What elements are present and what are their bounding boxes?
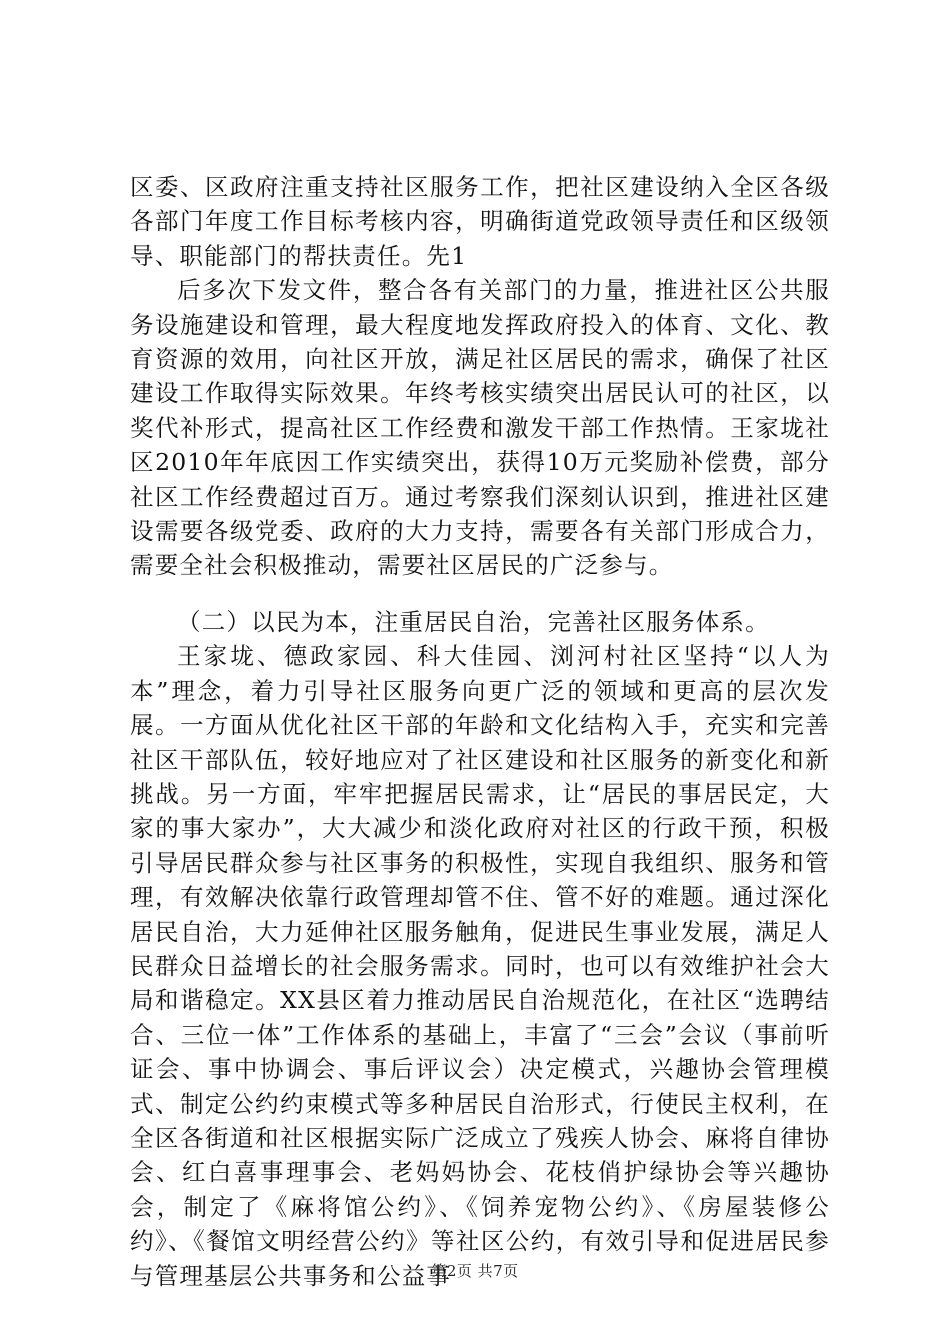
document-body xyxy=(130,170,830,1293)
paragraph-3: 王家垅、德政家园、科大佳园、浏河村社区坚持“以人为本”理念，着力引导社区服务向更广泛的领域和更高的层次发展。一方面从优化社区干部的年龄和文化结构入手，充实和完善社区干部队伍，较好地应对了社区建设和社区服务的新变化和新挑战。另一方面，牢牢把握居民需求，让“居民的事居民定，大家的事大家办”，大大减少和淡化政府对社区的行政干预，积极引导居民群众参与社区事务的积极性，实现自我组织、服务和管理，有效解决依靠行政管理却管不住、管不好的难题。通过深化居民自治，大力延伸社区服务触角，促进民生事业发展，满足人民群众日益增长的社会服务需求。同时，也可以有效维护社会大局和谐稳定。XX县区着力推动居民自治规范化，在社区“选聘结合、三位一体”工作体系的基础上，丰富了“三会”会议（事前听证会、事中协调会、事后评议会）决定模式，兴趣协会管理模式、制定公约约束模式等多种居民自治形式，行使民主权利，在全区各街道和社区根据实际广泛成立了残疾人协会、麻将自律协会、红白喜事理事会、老妈妈协会、花枝俏护绿协会等兴趣协会，制定了《麻将馆公约》、《饲养宠物公约》、《房屋装修公约》、《餐馆文明经营公约》等社区公约，有效引导和促进居民参与管理基层公共事务和公益事 xyxy=(130,642,830,1290)
paragraph-1: 区委、区政府注重支持社区服务工作，把社区建设纳入全区各级各部门年度工作目标考核内容，明确街道党政领导责任和区级领导、职能部门的帮扶责任。先1 xyxy=(130,173,830,270)
page-footer: 第2页 共7页 xyxy=(431,1262,519,1280)
section-heading: （二）以民为本，注重居民自治，完善社区服务体系。 xyxy=(177,607,770,636)
paragraph-2: 后多次下发文件，整合各有关部门的力量，推进社区公共服务设施建设和管理，最大程度地发挥政府投入的体育、文化、教育资源的效用，向社区开放，满足社区居民的需求，确保了社区建设工作取得实际效果。年终考核实绩突出居民认可的社区，以奖代补形式，提高社区工作经费和激发干部工作热情。王家垅社区2010年年底因工作实绩突出，获得10万元奖励补偿费，部分社区工作经费超过百万。通过考察我们深刻认识到，推进社区建设需要各级党委、政府的大力支持，需要各有关部门形成合力，需要全社会积极推动，需要社区居民的广泛参与。 xyxy=(130,276,830,580)
